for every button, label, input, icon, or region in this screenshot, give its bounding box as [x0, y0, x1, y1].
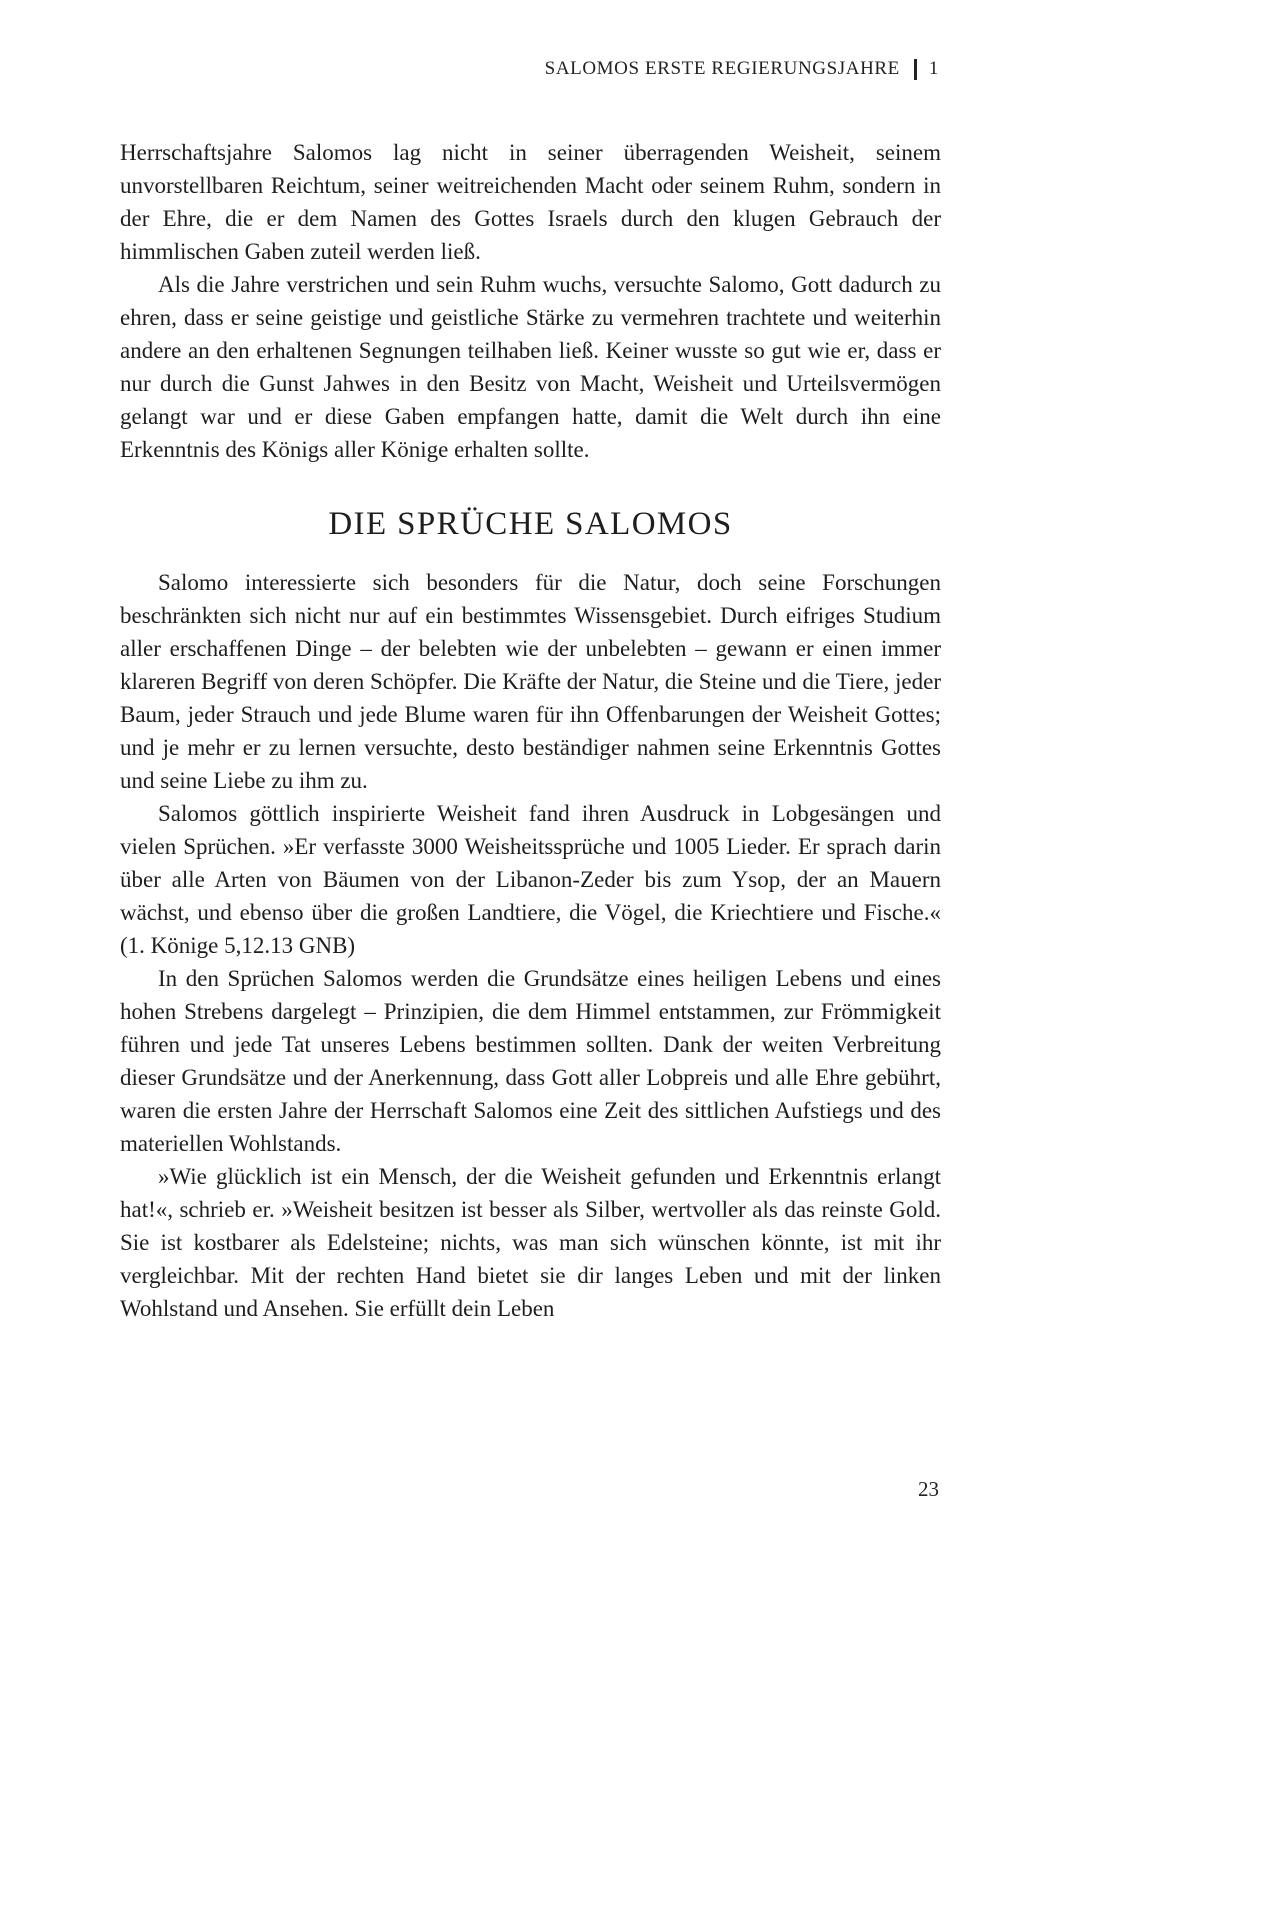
- paragraph: Salomos göttlich inspirierte Weisheit fand ihren Ausdruck in Lobgesängen und vielen Sprüchen. »Er verfasste 3000 Weisheitssprüche und 1005 Lieder. Er sprach darin über alle Arten von Bäumen von der Libanon-Zeder bis zum Ysop, der an Mauern wächst, und ebenso über die großen Landtiere, die Vögel, die Kriechtiere und Fische.« (1. Könige 5,12.13 GNB): [120, 801, 941, 958]
- paragraph: »Wie glücklich ist ein Mensch, der die Weisheit gefunden und Erkenntnis erlangt hat!«, schrieb er. »Weisheit besitzen ist besser als Silber, wertvoller als das reinste Gold. Sie ist kostbarer als Edelsteine; nichts, was man sich wünschen könnte, ist mit ihr vergleichbar. Mit der rechten Hand bietet sie dir langes Leben und mit der linken Wohlstand und Ansehen. Sie erfüllt dein Leben: [120, 1164, 941, 1321]
- section-heading: DIE SPRÜCHE SALOMOS: [328, 506, 733, 542]
- paragraph: Als die Jahre verstrichen und sein Ruhm wuchs, versuchte Salomo, Gott dadurch zu ehren, dass er seine geistige und geistliche Stärke zu vermehren trachtete und weiterhin andere an den erhaltenen Segnungen teilhaben ließ. Keiner wusste so gut wie er, dass er nur durch die Gunst Jahwes in den Besitz von Macht, Weisheit und Urteilsvermögen gelangt war und er diese Gaben empfangen hatte, damit die Welt durch ihn eine Erkenntnis des Königs aller Könige erhalten sollte.: [120, 272, 941, 462]
- body-text: [120, 136, 941, 1325]
- paragraph: In den Sprüchen Salomos werden die Grundsätze eines heiligen Lebens und eines hohen Strebens dargelegt – Prinzipien, die dem Himmel entstammen, zur Frömmigkeit führen und jede Tat unseres Lebens bestimmen sollten. Dank der weiten Verbreitung dieser Grundsätze und der Anerkennung, dass Gott aller Lobpreis und alle Ehre gebührt, waren die ersten Jahre der Herrschaft Salomos eine Zeit des sittlichen Aufstiegs und des materiellen Wohlstands.: [120, 966, 941, 1156]
- chapter-number: 1: [928, 58, 939, 79]
- page-number: 23: [918, 1477, 939, 1501]
- header-divider: [914, 59, 917, 80]
- paragraph: Herrschaftsjahre Salomos lag nicht in seiner überragenden Weisheit, seinem unvorstellbaren Reichtum, seiner weitreichenden Macht oder seinem Ruhm, sondern in der Ehre, die er dem Namen des Gottes Israels durch den klugen Gebrauch der himmlischen Gaben zuteil werden ließ.: [120, 140, 941, 264]
- running-header: [545, 58, 939, 80]
- running-title: SALOMOS ERSTE REGIERUNGSJAHRE: [544, 58, 900, 79]
- paragraph: Salomo interessierte sich besonders für die Natur, doch seine Forschungen beschränkten sich nicht nur auf ein bestimmtes Wissensgebiet. Durch eifriges Studium aller erschaffenen Dinge – der belebten wie der unbelebten – gewann er einen immer klareren Begriff von deren Schöpfer. Die Kräfte der Natur, die Steine und die Tiere, jeder Baum, jeder Strauch und jede Blume waren für ihn Offenbarungen der Weisheit Gottes; und je mehr er zu lernen versuchte, desto beständiger nahmen seine Erkenntnis Gottes und seine Liebe zu ihm zu.: [120, 570, 941, 793]
